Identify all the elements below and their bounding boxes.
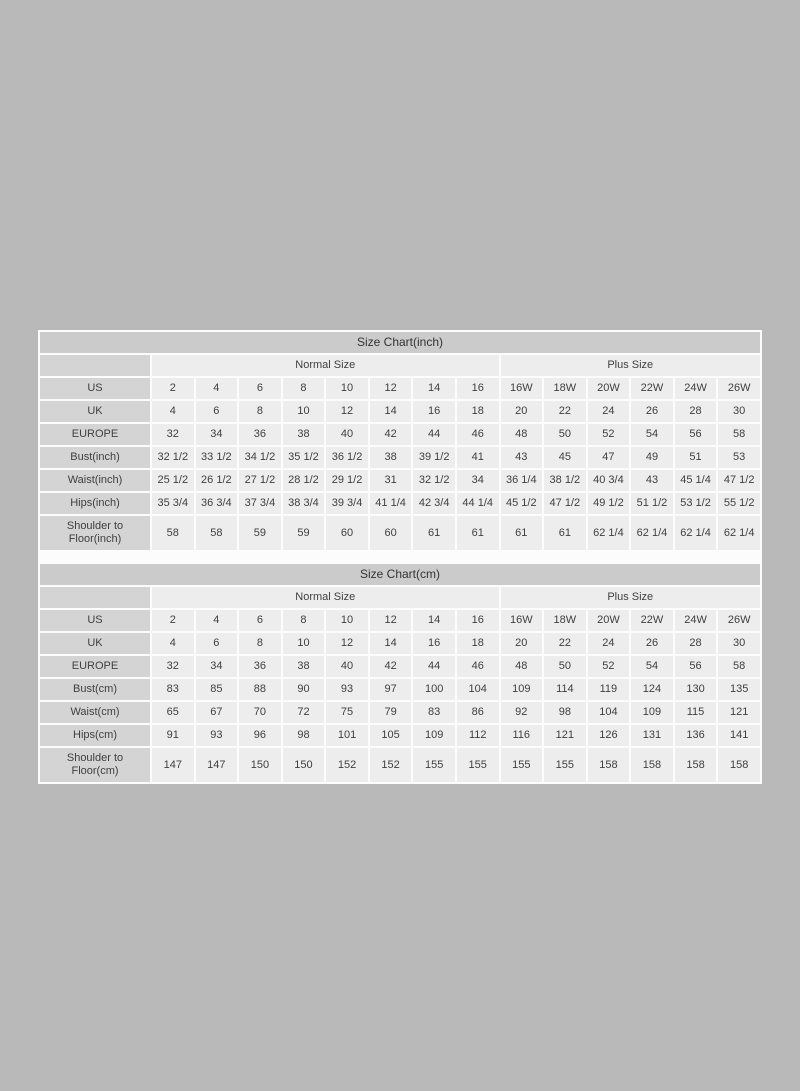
table-cell: 16 (457, 610, 499, 631)
table-row (40, 748, 760, 782)
table-cell: 53 (718, 447, 760, 468)
table-cell: 116 (501, 725, 543, 746)
table-cell: 41 1/4 (370, 493, 412, 514)
table-cell: 20 (501, 633, 543, 654)
table-cell: 12 (326, 401, 368, 422)
table-cell: 158 (631, 748, 673, 782)
table-row (40, 470, 760, 491)
table-cell: 24W (675, 378, 717, 399)
table-cell: 16 (413, 401, 455, 422)
table-row (40, 725, 760, 746)
table-cell: 119 (588, 679, 630, 700)
table-cell: 18W (544, 610, 586, 631)
table-cell: 16 (457, 378, 499, 399)
table-cell: 40 3/4 (588, 470, 630, 491)
table-cell: 158 (675, 748, 717, 782)
table-cell: 155 (457, 748, 499, 782)
table-cell: 36 (239, 424, 281, 445)
row-label: Hips(cm) (40, 725, 150, 746)
table-cell: 45 (544, 447, 586, 468)
table-cell: 121 (718, 702, 760, 723)
table-cell: 47 1/2 (718, 470, 760, 491)
table-cell: 22 (544, 401, 586, 422)
table-cell: 12 (326, 633, 368, 654)
table-cell: 61 (501, 516, 543, 550)
table-cell: 155 (413, 748, 455, 782)
table-cell: 65 (152, 702, 194, 723)
table-cell: 124 (631, 679, 673, 700)
table-cell: 38 1/2 (544, 470, 586, 491)
table-row (40, 679, 760, 700)
table-cell: 115 (675, 702, 717, 723)
corner-cell (40, 355, 150, 376)
table-cell: 32 1/2 (413, 470, 455, 491)
table-cell: 104 (588, 702, 630, 723)
table-cell: 12 (370, 378, 412, 399)
row-label: EUROPE (40, 424, 150, 445)
table-cell: 26 (631, 633, 673, 654)
table-cell: 14 (370, 401, 412, 422)
table-cell: 22 (544, 633, 586, 654)
corner-cell (40, 587, 150, 608)
table-cell: 32 1/2 (152, 447, 194, 468)
table-cell: 52 (588, 656, 630, 677)
table-cell: 26W (718, 610, 760, 631)
table-cell: 34 (457, 470, 499, 491)
table-cell: 25 1/2 (152, 470, 194, 491)
table-cell: 45 1/4 (675, 470, 717, 491)
table-cell: 55 1/2 (718, 493, 760, 514)
table-cell: 26W (718, 378, 760, 399)
table-cell: 46 (457, 424, 499, 445)
table-cell: 36 1/4 (501, 470, 543, 491)
row-label: Hips(inch) (40, 493, 150, 514)
table-cell: 152 (370, 748, 412, 782)
table-cell: 27 1/2 (239, 470, 281, 491)
table-cell: 105 (370, 725, 412, 746)
table-cell: 34 (196, 656, 238, 677)
table-cell: 32 (152, 424, 194, 445)
table-cell: 16W (501, 610, 543, 631)
table-cell: 126 (588, 725, 630, 746)
table-cell: 28 (675, 401, 717, 422)
table-cell: 54 (631, 424, 673, 445)
table-cell: 109 (501, 679, 543, 700)
table-cell: 6 (196, 401, 238, 422)
table-title-row (40, 564, 760, 585)
table-cell: 40 (326, 656, 368, 677)
column-group-header: Normal Size (152, 355, 499, 376)
table-cell: 30 (718, 401, 760, 422)
row-label: UK (40, 633, 150, 654)
column-group-row (40, 355, 760, 376)
table-cell: 58 (196, 516, 238, 550)
table-cell: 114 (544, 679, 586, 700)
table-cell: 152 (326, 748, 368, 782)
table-cell: 8 (239, 401, 281, 422)
table-cell: 150 (239, 748, 281, 782)
table-cell: 12 (370, 610, 412, 631)
table-cell: 36 1/2 (326, 447, 368, 468)
table-row (40, 633, 760, 654)
table-cell: 112 (457, 725, 499, 746)
table-cell: 20W (588, 610, 630, 631)
table-cell: 130 (675, 679, 717, 700)
table-cell: 34 1/2 (239, 447, 281, 468)
table-cell: 49 1/2 (588, 493, 630, 514)
table-cell: 6 (239, 378, 281, 399)
size-chart-panel (38, 330, 762, 784)
row-label: EUROPE (40, 656, 150, 677)
table-cell: 141 (718, 725, 760, 746)
table-cell: 61 (457, 516, 499, 550)
table-cell: 8 (283, 610, 325, 631)
table-cell: 86 (457, 702, 499, 723)
table-cell: 20W (588, 378, 630, 399)
table-cell: 42 3/4 (413, 493, 455, 514)
column-group-header: Plus Size (501, 355, 761, 376)
table-cell: 98 (283, 725, 325, 746)
table-cell: 49 (631, 447, 673, 468)
table-cell: 147 (152, 748, 194, 782)
table-cell: 155 (544, 748, 586, 782)
table-cell: 4 (196, 378, 238, 399)
table-cell: 6 (196, 633, 238, 654)
table-cell: 46 (457, 656, 499, 677)
table-cell: 38 (283, 656, 325, 677)
table-cell: 50 (544, 656, 586, 677)
table-cell: 6 (239, 610, 281, 631)
table-cell: 43 (631, 470, 673, 491)
table-cell: 147 (196, 748, 238, 782)
table-cell: 8 (283, 378, 325, 399)
table-cell: 85 (196, 679, 238, 700)
table-cell: 79 (370, 702, 412, 723)
table-cell: 14 (413, 610, 455, 631)
table-cell: 52 (588, 424, 630, 445)
size-chart-inch-table (38, 330, 762, 552)
table-cell: 48 (501, 424, 543, 445)
table-cell: 33 1/2 (196, 447, 238, 468)
table-cell: 61 (413, 516, 455, 550)
row-label: Waist(cm) (40, 702, 150, 723)
table-cell: 62 1/4 (588, 516, 630, 550)
table-cell: 8 (239, 633, 281, 654)
row-label: Shoulder to Floor(cm) (40, 748, 150, 782)
row-label: Shoulder to Floor(inch) (40, 516, 150, 550)
table-cell: 109 (413, 725, 455, 746)
table-cell: 36 3/4 (196, 493, 238, 514)
table-cell: 56 (675, 656, 717, 677)
table-cell: 158 (588, 748, 630, 782)
table-cell: 28 1/2 (283, 470, 325, 491)
table-cell: 48 (501, 656, 543, 677)
table-cell: 62 1/4 (631, 516, 673, 550)
table-cell: 30 (718, 633, 760, 654)
table-cell: 32 (152, 656, 194, 677)
table-cell: 34 (196, 424, 238, 445)
table-cell: 158 (718, 748, 760, 782)
size-chart-cm-table (38, 562, 762, 784)
table-cell: 26 1/2 (196, 470, 238, 491)
table-cell: 93 (196, 725, 238, 746)
table-cell: 10 (326, 610, 368, 631)
table-cell: 10 (326, 378, 368, 399)
table-cell: 104 (457, 679, 499, 700)
table-cell: 4 (152, 633, 194, 654)
table-cell: 75 (326, 702, 368, 723)
table-cell: 59 (283, 516, 325, 550)
table-cell: 22W (631, 378, 673, 399)
table-cell: 101 (326, 725, 368, 746)
table-cell: 2 (152, 610, 194, 631)
table-cell: 14 (413, 378, 455, 399)
table-cell: 54 (631, 656, 673, 677)
table-row (40, 610, 760, 631)
table-cell: 121 (544, 725, 586, 746)
table-cell: 40 (326, 424, 368, 445)
table-cell: 38 (370, 447, 412, 468)
table-cell: 51 (675, 447, 717, 468)
table-cell: 58 (718, 656, 760, 677)
table-cell: 100 (413, 679, 455, 700)
table-cell: 2 (152, 378, 194, 399)
table-cell: 93 (326, 679, 368, 700)
table-cell: 16W (501, 378, 543, 399)
table-cell: 83 (413, 702, 455, 723)
table-cell: 18 (457, 633, 499, 654)
table-cell: 70 (239, 702, 281, 723)
table-cell: 56 (675, 424, 717, 445)
table-cell: 59 (239, 516, 281, 550)
table-cell: 38 (283, 424, 325, 445)
table-row (40, 702, 760, 723)
table-cell: 51 1/2 (631, 493, 673, 514)
table-cell: 109 (631, 702, 673, 723)
row-label: US (40, 610, 150, 631)
table-cell: 60 (326, 516, 368, 550)
table-cell: 136 (675, 725, 717, 746)
table-row (40, 656, 760, 677)
table-cell: 42 (370, 656, 412, 677)
table-row (40, 493, 760, 514)
table-cell: 10 (283, 401, 325, 422)
table-cell: 24 (588, 401, 630, 422)
table-row (40, 378, 760, 399)
table-cell: 150 (283, 748, 325, 782)
table-cell: 35 3/4 (152, 493, 194, 514)
table-cell: 88 (239, 679, 281, 700)
table-cell: 47 1/2 (544, 493, 586, 514)
table-cell: 91 (152, 725, 194, 746)
table-cell: 18W (544, 378, 586, 399)
table-cell: 72 (283, 702, 325, 723)
table-cell: 50 (544, 424, 586, 445)
table-cell: 44 (413, 656, 455, 677)
table-cell: 14 (370, 633, 412, 654)
table-cell: 67 (196, 702, 238, 723)
table-cell: 10 (283, 633, 325, 654)
table-cell: 31 (370, 470, 412, 491)
table-title-row (40, 332, 760, 353)
column-group-header: Plus Size (501, 587, 761, 608)
table-cell: 44 1/4 (457, 493, 499, 514)
table-cell: 155 (501, 748, 543, 782)
table-cell: 83 (152, 679, 194, 700)
table-cell: 22W (631, 610, 673, 631)
table-cell: 58 (718, 424, 760, 445)
row-label: US (40, 378, 150, 399)
row-label: Bust(inch) (40, 447, 150, 468)
table-cell: 26 (631, 401, 673, 422)
table-title: Size Chart(cm) (40, 564, 760, 585)
table-cell: 60 (370, 516, 412, 550)
table-cell: 96 (239, 725, 281, 746)
table-cell: 62 1/4 (675, 516, 717, 550)
table-cell: 135 (718, 679, 760, 700)
table-cell: 90 (283, 679, 325, 700)
table-cell: 97 (370, 679, 412, 700)
table-cell: 28 (675, 633, 717, 654)
table-cell: 53 1/2 (675, 493, 717, 514)
table-cell: 29 1/2 (326, 470, 368, 491)
table-cell: 24 (588, 633, 630, 654)
table-cell: 92 (501, 702, 543, 723)
table-cell: 43 (501, 447, 543, 468)
table-cell: 44 (413, 424, 455, 445)
column-group-header: Normal Size (152, 587, 499, 608)
row-label: Bust(cm) (40, 679, 150, 700)
column-group-row (40, 587, 760, 608)
table-cell: 58 (152, 516, 194, 550)
table-cell: 42 (370, 424, 412, 445)
table-title: Size Chart(inch) (40, 332, 760, 353)
table-cell: 61 (544, 516, 586, 550)
table-cell: 35 1/2 (283, 447, 325, 468)
table-cell: 37 3/4 (239, 493, 281, 514)
table-cell: 16 (413, 633, 455, 654)
table-cell: 36 (239, 656, 281, 677)
table-cell: 47 (588, 447, 630, 468)
table-cell: 41 (457, 447, 499, 468)
row-label: UK (40, 401, 150, 422)
table-cell: 24W (675, 610, 717, 631)
table-cell: 20 (501, 401, 543, 422)
table-cell: 38 3/4 (283, 493, 325, 514)
table-cell: 98 (544, 702, 586, 723)
table-row (40, 424, 760, 445)
table-row (40, 516, 760, 550)
table-cell: 4 (196, 610, 238, 631)
table-cell: 4 (152, 401, 194, 422)
table-row (40, 447, 760, 468)
table-cell: 45 1/2 (501, 493, 543, 514)
row-label: Waist(inch) (40, 470, 150, 491)
table-cell: 18 (457, 401, 499, 422)
table-cell: 39 3/4 (326, 493, 368, 514)
table-cell: 131 (631, 725, 673, 746)
table-row (40, 401, 760, 422)
table-cell: 39 1/2 (413, 447, 455, 468)
table-cell: 62 1/4 (718, 516, 760, 550)
